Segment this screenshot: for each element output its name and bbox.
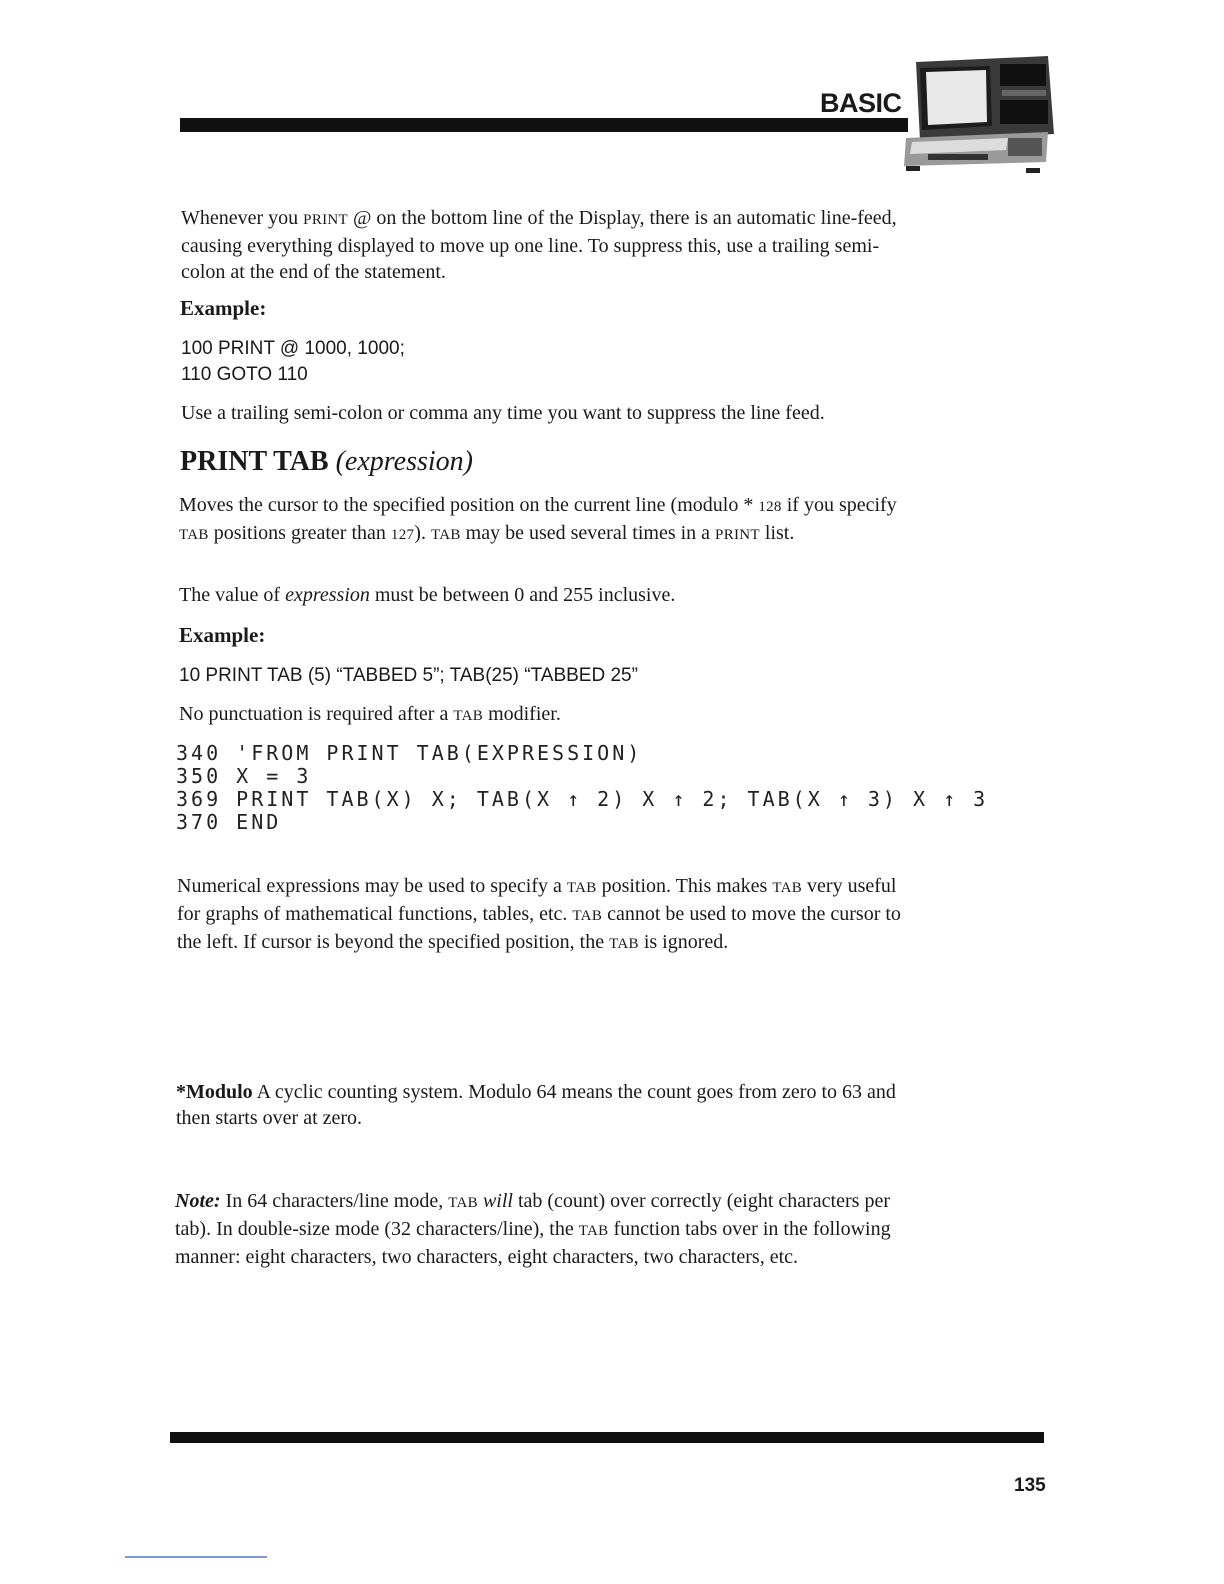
example-label: Example: [180,296,267,320]
program-listing [176,742,988,834]
note-paragraph: Note: In 64 characters/line mode, TAB will tab (count) over correctly (eight characters per tab). In double-size mode (32 characters/line), the TAB function tabs over in the following manner: eight characters, two characters, eight characters, two characters, etc. [175,1190,891,1268]
program-line: 370 END [176,810,282,834]
program-line: 340 'FROM PRINT TAB(EXPRESSION) [176,741,643,765]
code-line: 100 PRINT @ 1000, 1000; [181,338,405,359]
numerical-expressions-paragraph: Numerical expressions may be used to specify a TAB position. This makes TAB very useful for graphs of mathematical functions, tables, etc. TAB cannot be used to move the cursor to the left. If cursor is beyond the specified position, the TAB is ignored. [177,875,901,953]
header-rule [180,118,908,132]
modulo-footnote: *Modulo A cyclic counting system. Modulo 64 means the count goes from zero to 63 and then starts over at zero. [176,1081,896,1129]
example-label: Example: [179,623,266,647]
intro-paragraph: Whenever you PRINT @ on the bottom line of the Display, there is an automatic line-feed, causing everything displayed to move up one line. To suppress this, use a trailing semi-colon at the end of the statement. [181,207,897,283]
tab-description: Moves the cursor to the specified position on the current line (modulo * 128 if you specify TAB positions greater than 127). TAB may be used several times in a PRINT list. [179,494,897,544]
section-heading: PRINT TAB (expression) [180,446,473,477]
footer-link-underline [125,1556,267,1558]
footer-rule [170,1432,1044,1443]
code-example [181,336,405,388]
program-line: 369 PRINT TAB(X) X; TAB(X ↑ 2) X ↑ 2; TAB(X ↑ 3) X ↑ 3 [176,787,989,811]
code-line: 110 GOTO 110 [181,364,308,385]
expression-range: The value of expression must be between 0 and 255 inclusive. [179,584,676,606]
suppress-paragraph: Use a trailing semi-colon or comma any time you want to suppress the line feed. [181,402,825,424]
code-line: 10 PRINT TAB (5) “TABBED 5”; TAB(25) “TABBED 25” [179,665,638,686]
program-line: 350 X = 3 [176,764,312,788]
punctuation-note: No punctuation is required after a TAB modifier. [179,703,561,725]
page-number: 135 [1014,1475,1046,1496]
section-title: BASIC [820,88,902,118]
computer-illustration [898,54,1064,178]
